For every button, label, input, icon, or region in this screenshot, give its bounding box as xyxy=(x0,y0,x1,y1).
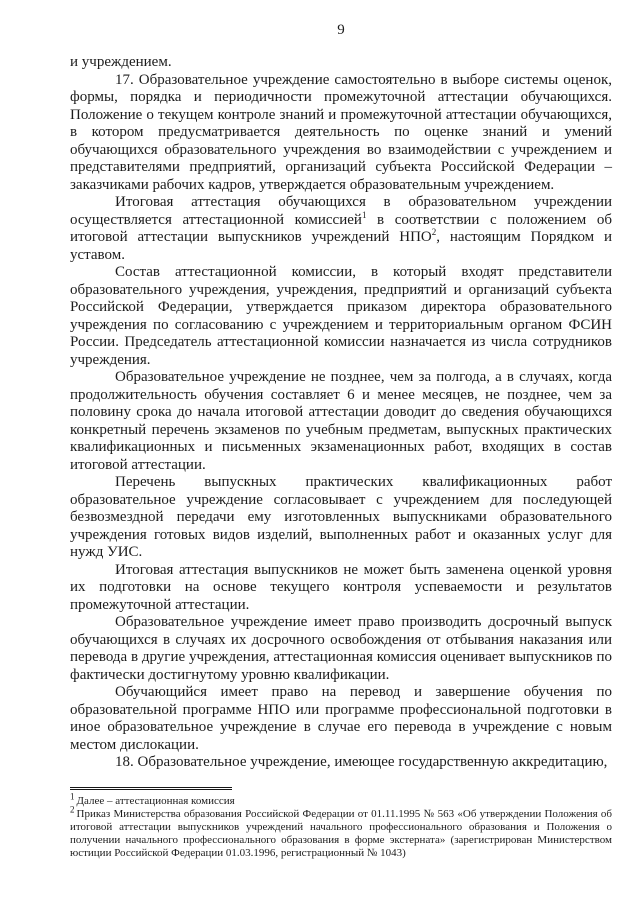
paragraph-text: Итоговая аттестация выпускников не может быть заменена оценкой уровня их подготовки на основе текущего контроля успеваемости и результатов промежуточной аттестации. xyxy=(70,561,612,613)
paragraph-text: Итоговая аттестация обучающихся в образовательном учреждении осуществляется аттестационной комиссией xyxy=(70,194,612,228)
paragraph-continuation xyxy=(70,54,612,72)
paragraph-final-attestation xyxy=(70,194,612,264)
paragraph-commission-composition xyxy=(70,264,612,369)
paragraph-text: 18. Образовательное учреждение, имеющее государственную аккредитацию, xyxy=(115,754,608,770)
paragraph-text: Обучающийся имеет право на перевод и завершение обучения по образовательной программе НПО или программе профессиональной подготовки в иное образовательное учреждение в случае его перевода в учреждение с новым местом дислокации. xyxy=(70,684,612,753)
footnote-marker: 1 xyxy=(70,790,75,801)
paragraph-text: Состав аттестационной комиссии, в который входят представители образовательного учреждения, учреждения, предприятий и организаций субъекта Российской Федерации, утверждается приказом директора образовательного учреждения по согласованию с учреждением и территориальным органом ФСИН России. Председатель аттестационной комиссии назначается из числа сотрудников учреждения. xyxy=(70,264,612,368)
footnote-ref-1: 1 xyxy=(361,209,367,220)
paragraph-text: , настоящим Порядком и уставом. xyxy=(70,229,613,263)
paragraph-text: Перечень выпускных практических квалификационных работ образовательное учреждение согласовывает с учреждением для последующей безвозмездной передачи ему изготовленных выпускниками образовательного учреждения готовых видов изделий, выполненных работ и оказанных услуг для нужд УИС. xyxy=(70,474,612,560)
paragraph-text: в соответствии с положением об итоговой аттестации выпускников учреждений НПО xyxy=(70,211,612,245)
paragraph-18 xyxy=(70,754,612,772)
footnote-text: Приказ Министерства образования Российской Федерации от 01.11.1995 № 563 «Об утверждении Положения об итоговой аттестации выпускников учреждений начального профессионального образования и Положения о получении начального профессионального образования в форме экстерната» (зарегистрирован Министерством юстиции Российской Федерации 01.03.1996, регистрационный № 1043) xyxy=(70,807,612,860)
paragraph-qualification-works xyxy=(70,474,612,562)
document-body xyxy=(70,54,612,772)
paragraph-text: Образовательное учреждение не позднее, чем за полгода, а в случаях, когда продолжительность обучения составляет 6 и менее месяцев, не позднее, чем за половину срока до начала итоговой аттестации доводит до сведения обучающихся конкретный перечень экзаменов по учебным предметам, выпускных практических квалификационных и письменных экзаменационных работ, входящих в состав итоговой аттестации. xyxy=(70,369,612,473)
page-number: 9 xyxy=(337,22,345,38)
paragraph-17 xyxy=(70,72,612,195)
paragraph-early-graduation xyxy=(70,614,612,684)
footnote-ref-2: 2 xyxy=(431,227,437,237)
paragraph-text: 17. Образовательное учреждение самостоятельно в выборе системы оценок, формы, порядка и периодичности промежуточной аттестации обучающихся. Положение о текущем контроле знаний и промежуточной аттестации обучающихся, в котором предусматривается деятельность по оценке знаний и умений обучающихся образовательного учреждения во взаимодействии с учреждением и представителями предприятий, организаций субъекта Российской Федерации – заказчиками рабочих кадров, утверждается образовательным учреждением. xyxy=(70,71,612,193)
paragraph-exam-notice xyxy=(70,369,612,474)
footnote-marker: 2 xyxy=(70,804,75,815)
footnote-text: Далее – аттестационная комиссия xyxy=(76,794,235,807)
footnote-separator xyxy=(70,787,232,790)
footnote-1 xyxy=(70,790,612,808)
paragraph-text: Образовательное учреждение имеет право производить досрочный выпуск обучающихся в случаях их досрочного освобождения от отбывания наказания или перевода в другие учреждения, аттестационная комиссия оценивает выпускников по фактически достигнутому уровню квалификации. xyxy=(70,614,612,683)
paragraph-student-transfer xyxy=(70,684,612,754)
paragraph-attestation-not-replaced xyxy=(70,562,612,615)
footnotes xyxy=(70,790,612,861)
footnote-2 xyxy=(70,804,612,861)
paragraph-text: и учреждением. xyxy=(70,54,172,70)
